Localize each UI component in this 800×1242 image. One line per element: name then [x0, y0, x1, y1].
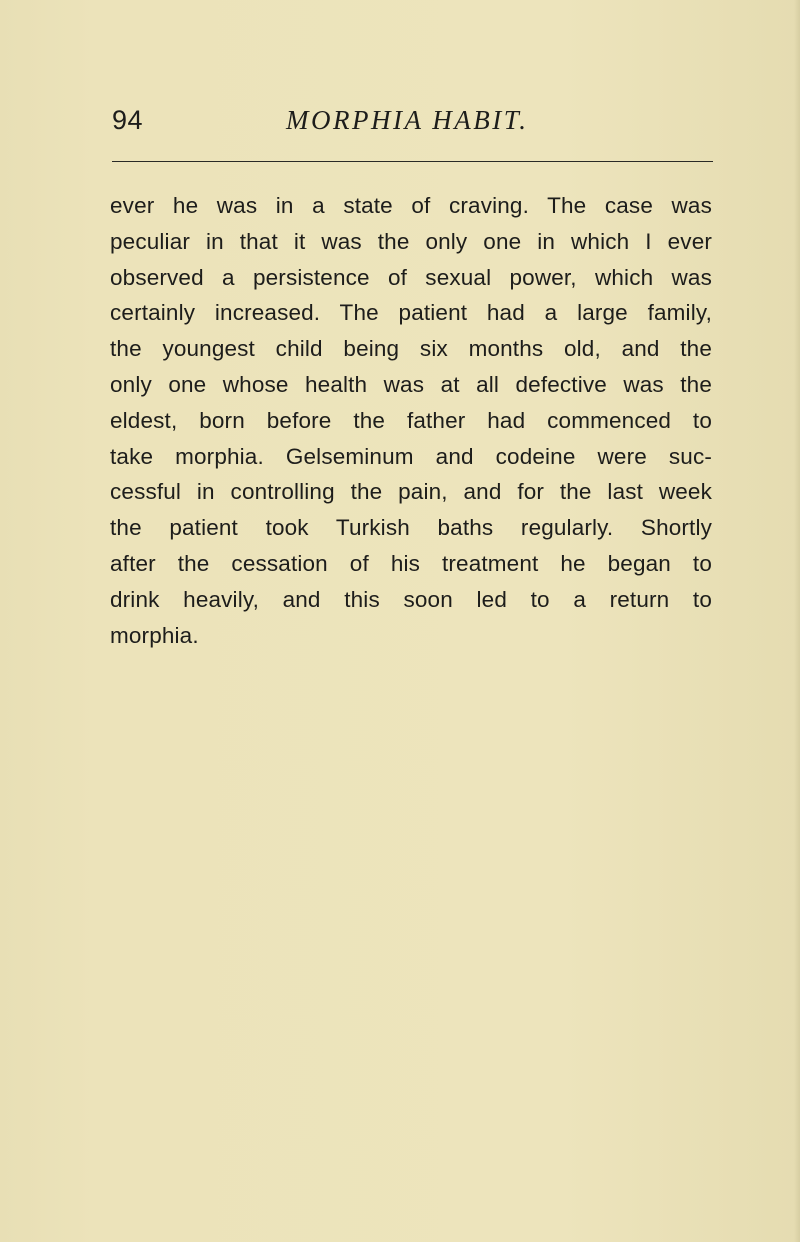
text-line: eldest, born before the father had commenced to: [110, 407, 712, 433]
text-line: the youngest child being six months old, and the: [110, 336, 712, 362]
body-paragraph: [110, 188, 712, 653]
running-head: [112, 103, 712, 143]
text-line: the patient took Turkish baths regularly. Shortly: [110, 515, 712, 541]
text-line: take morphia. Gelseminum and codeine were suc-: [110, 443, 712, 469]
page-edge-shadow: [794, 0, 800, 1242]
header-rule: [112, 161, 713, 162]
text-line: cessful in controlling the pain, and for the last week: [110, 479, 712, 505]
running-title: MORPHIA HABIT.: [286, 105, 529, 135]
text-line: after the cessation of his treatment he began to: [110, 550, 712, 576]
text-line: drink heavily, and this soon led to a return to: [110, 586, 712, 612]
text-line: certainly increased. The patient had a large family,: [110, 300, 712, 326]
text-line: only one whose health was at all defective was the: [110, 371, 712, 397]
page-number: 94: [112, 105, 144, 135]
text-line: peculiar in that it was the only one in which I ever: [110, 228, 712, 254]
text-line: morphia.: [110, 622, 199, 648]
text-line: ever he was in a state of craving. The case was: [110, 193, 712, 218]
text-line: observed a persistence of sexual power, which was: [110, 264, 712, 290]
